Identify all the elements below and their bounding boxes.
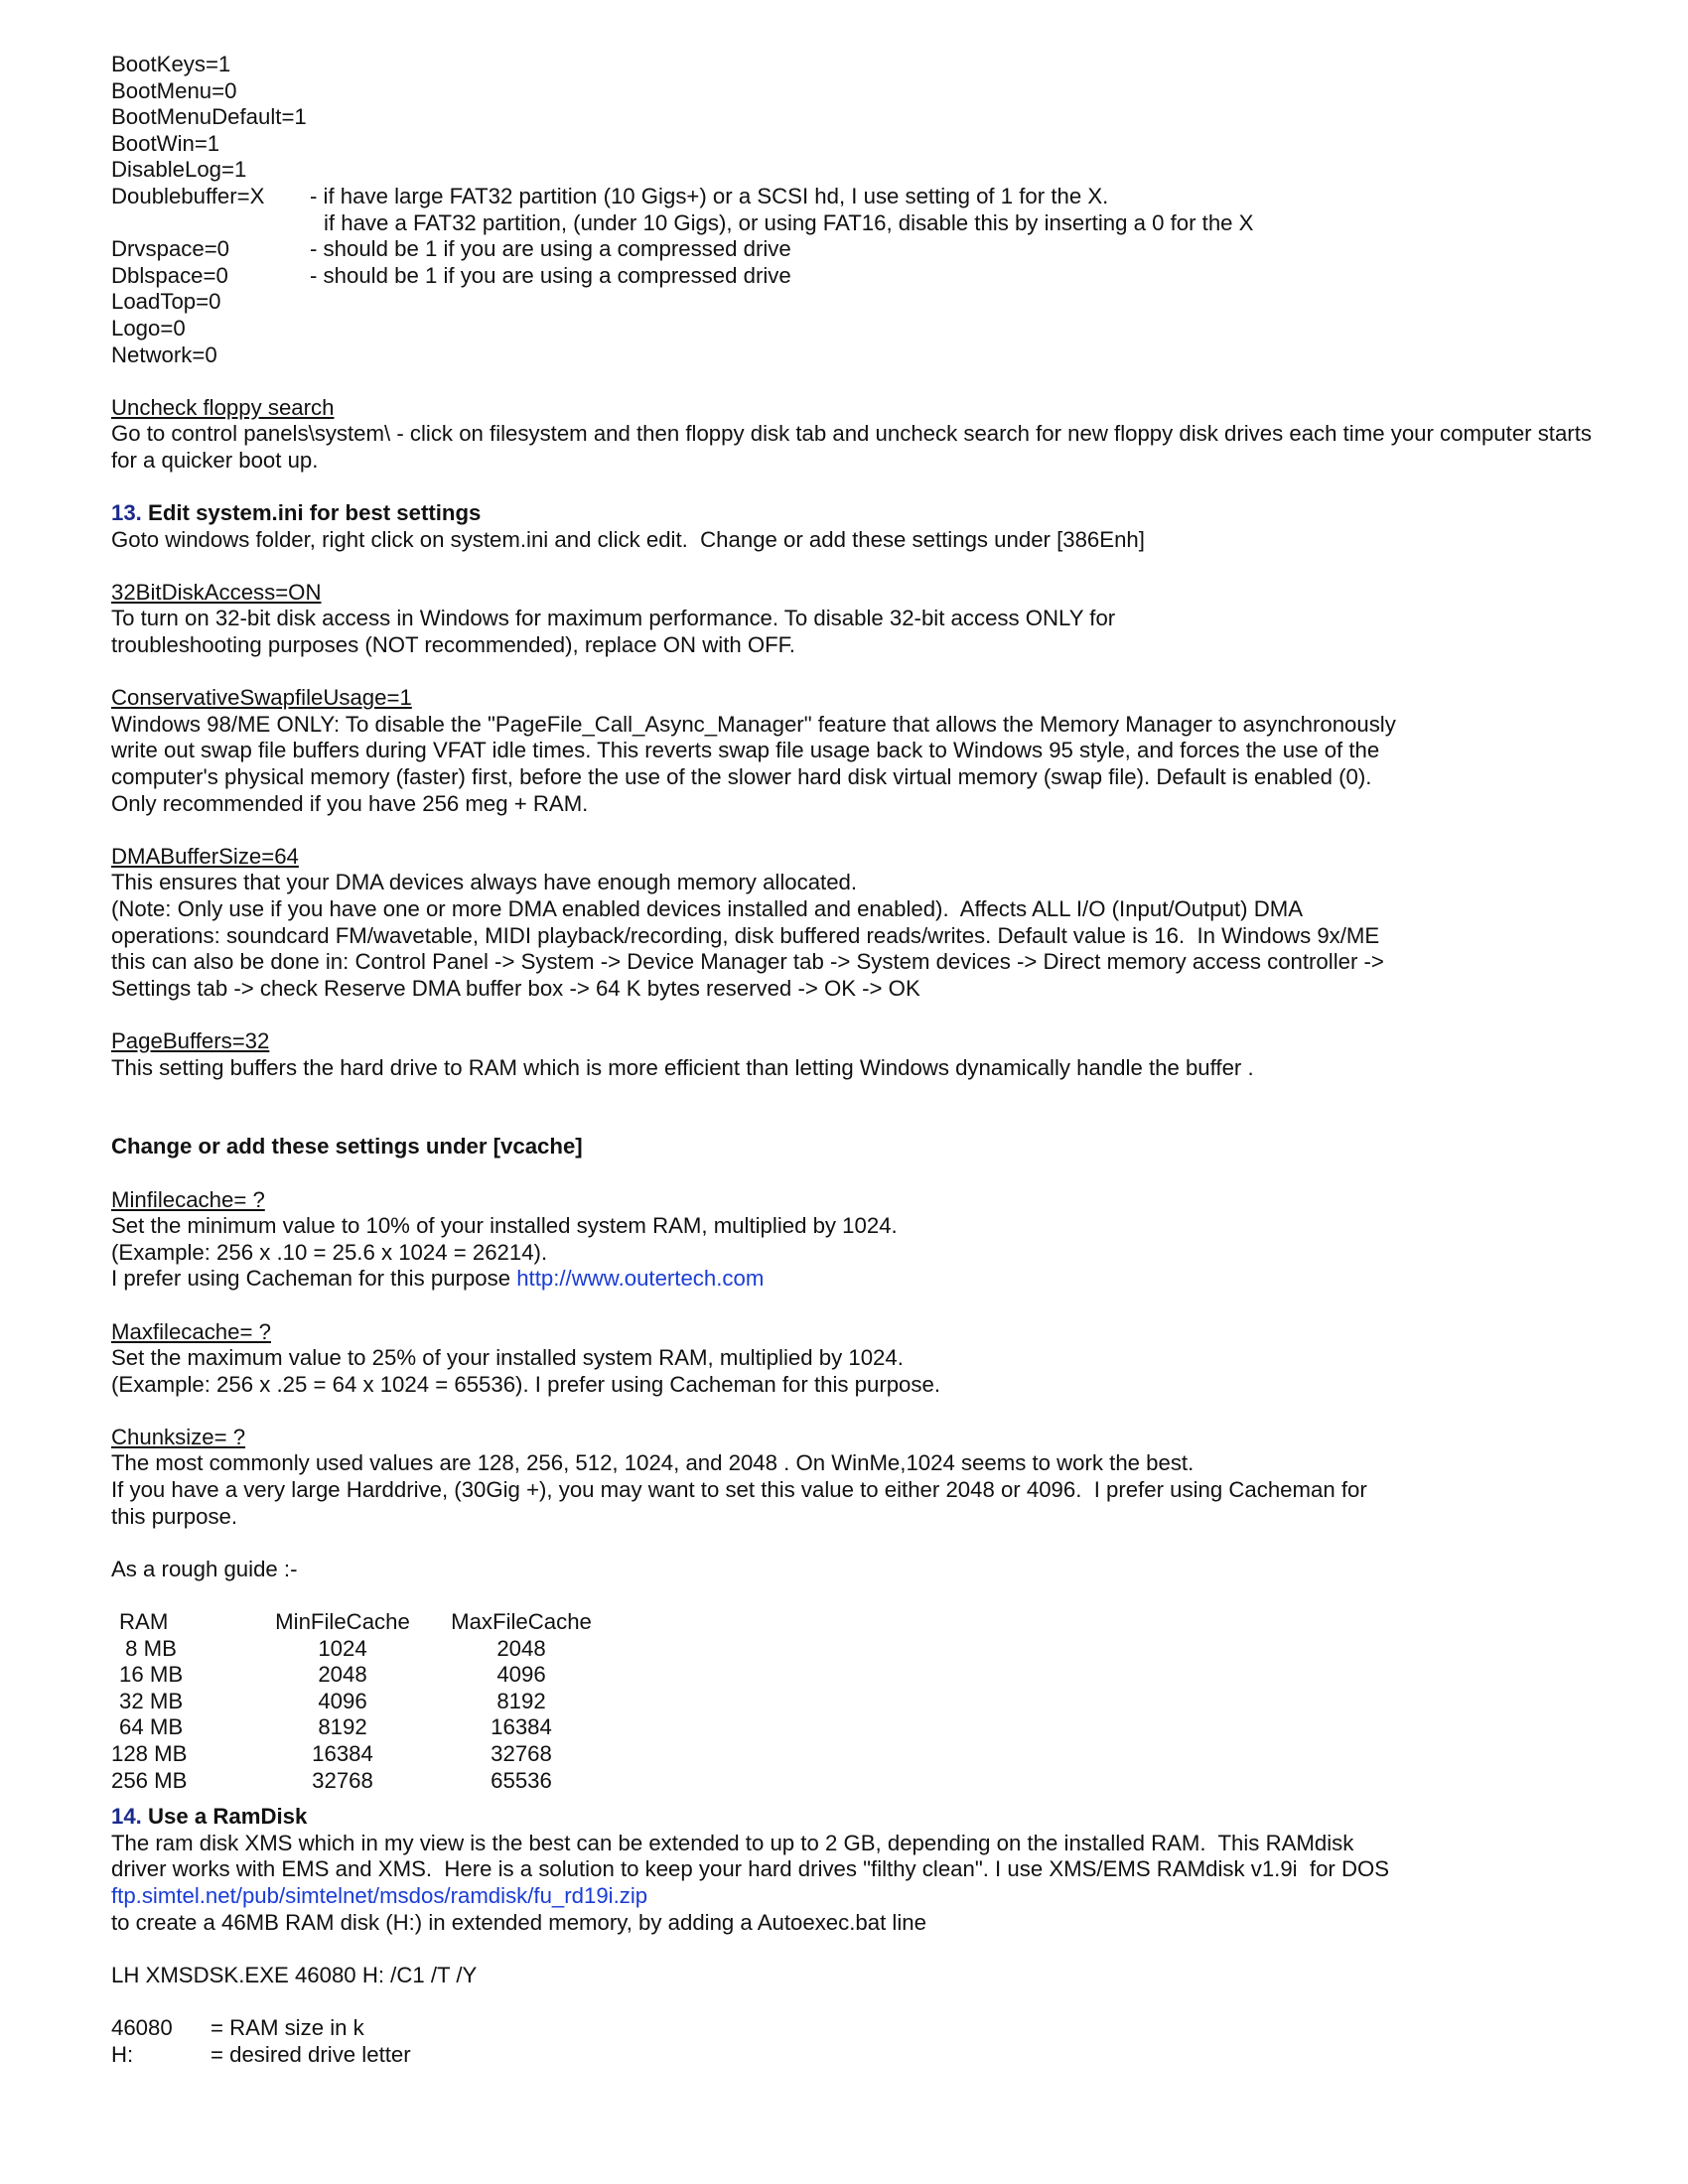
table-cell: 65536	[491, 1767, 552, 1793]
table-cell: 16 MB	[119, 1662, 184, 1688]
autoexec-command: LH XMSDSK.EXE 46080 H: /C1 /T /Y	[111, 1962, 478, 1987]
setting-text: troubleshooting purposes (NOT recommended), replace ON with OFF.	[111, 632, 795, 658]
setting-text: (Example: 256 x .25 = 64 x 1024 = 65536). I prefer using Cacheman for this purpose.	[111, 1371, 940, 1397]
setting-row	[111, 52, 1601, 78]
param-key: H:	[111, 2041, 134, 2067]
setting-key: BootWin=1	[111, 130, 220, 156]
section-title: Edit system.ini for best settings	[148, 500, 482, 526]
setting-key: Dblspace=0	[111, 262, 228, 288]
setting-text: computer's physical memory (faster) first, before the use of the slower hard disk virtual memory (swap file). Default is enabled (0).	[111, 764, 1372, 790]
setting-note: - should be 1 if you are using a compressed drive	[310, 236, 791, 262]
vcache-heading: Change or add these settings under [vcache]	[111, 1134, 583, 1160]
setting-text: operations: soundcard FM/wavetable, MIDI playback/recording, disk buffered reads/writes. Default value is 16. In Windows 9x/ME	[111, 922, 1380, 948]
section-13-intro: Goto windows folder, right click on system.ini and click edit. Change or add these settings under [386Enh]	[111, 526, 1145, 552]
table-cell: 1024	[318, 1635, 367, 1661]
section-text: The ram disk XMS which in my view is the best can be extended to up to 2 GB, depending on the installed RAM. This RAMdisk	[111, 1830, 1354, 1855]
table-cell: 8192	[318, 1714, 367, 1740]
setting-text: write out swap file buffers during VFAT idle times. This reverts swap file usage back to Windows 95 style, and forces the use of the	[111, 738, 1380, 763]
setting-key: Doublebuffer=X	[111, 183, 265, 208]
param-desc: = RAM size in k	[211, 2014, 364, 2040]
table-cell: 32 MB	[119, 1688, 184, 1713]
setting-text: Settings tab -> check Reserve DMA buffer box -> 64 K bytes reserved -> OK -> OK	[111, 975, 920, 1001]
setting-key: BootKeys=1	[111, 52, 231, 76]
setting-key: Drvspace=0	[111, 236, 230, 262]
setting-heading: 32BitDiskAccess=ON	[111, 579, 322, 605]
table-cell: 64 MB	[119, 1714, 184, 1740]
param-row	[111, 2015, 1601, 2042]
setting-row	[111, 342, 1601, 369]
setting-row	[111, 289, 1601, 316]
guide-label: As a rough guide :-	[111, 1556, 298, 1581]
setting-text: This setting buffers the hard drive to RAM which is more efficient than letting Windows dynamically handle the buffer .	[111, 1054, 1254, 1080]
setting-text: This ensures that your DMA devices always have enough memory allocated.	[111, 870, 858, 895]
setting-text: Set the maximum value to 25% of your installed system RAM, multiplied by 1024.	[111, 1345, 904, 1371]
param-row	[111, 2042, 1601, 2069]
setting-text-part: I prefer using Cacheman for this purpose	[111, 1266, 517, 1292]
setting-key: Network=0	[111, 341, 217, 367]
table-row	[111, 1662, 606, 1689]
section-text: driver works with EMS and XMS. Here is a solution to keep your hard drives "filthy clean". I use XMS/EMS RAMdisk v1.9i for DOS	[111, 1856, 1390, 1882]
setting-key: BootMenu=0	[111, 77, 237, 103]
table-header: MaxFileCache	[451, 1609, 592, 1635]
setting-key: BootMenuDefault=1	[111, 104, 307, 130]
setting-row	[111, 157, 1601, 184]
setting-text: If you have a very large Harddrive, (30Gig +), you may want to set this value to either 2048 or 4096. I prefer using Cacheman for	[111, 1477, 1367, 1503]
setting-key: DisableLog=1	[111, 157, 247, 183]
setting-row	[111, 104, 1601, 131]
table-row	[111, 1714, 606, 1741]
setting-text: (Example: 256 x .10 = 25.6 x 1024 = 26214).	[111, 1239, 548, 1265]
setting-key: Logo=0	[111, 315, 186, 341]
table-header: RAM	[119, 1609, 169, 1635]
setting-row	[111, 236, 1601, 263]
setting-note-continuation	[111, 210, 1601, 237]
table-cell: 2048	[496, 1635, 546, 1661]
table-row	[111, 1741, 606, 1768]
setting-row	[111, 316, 1601, 342]
setting-text: this purpose.	[111, 1503, 238, 1529]
table-cell: 16384	[312, 1741, 373, 1766]
setting-text: The most commonly used values are 128, 256, 512, 1024, and 2048 . On WinMe,1024 seems to work the best.	[111, 1450, 1195, 1476]
floppy-heading: Uncheck floppy search	[111, 394, 335, 420]
section-14-heading	[111, 1804, 1601, 1831]
setting-key: LoadTop=0	[111, 289, 221, 315]
setting-row	[111, 184, 1601, 210]
table-cell: 2048	[318, 1662, 367, 1688]
setting-heading: Maxfilecache= ?	[111, 1318, 271, 1344]
setting-heading: PageBuffers=32	[111, 1027, 270, 1053]
section-number: 14.	[111, 1804, 142, 1830]
setting-row	[111, 78, 1601, 105]
table-header-row	[111, 1609, 606, 1636]
table-cell: 4096	[318, 1688, 367, 1713]
section-14	[111, 1804, 1601, 2068]
setting-note-2: if have a FAT32 partition, (under 10 Gigs), or using FAT16, disable this by inserting a 0 for the X	[324, 209, 1254, 235]
table-cell: 8192	[496, 1688, 546, 1713]
ramdisk-download-link[interactable]: ftp.simtel.net/pub/simtelnet/msdos/ramdisk/fu_rd19i.zip	[111, 1882, 648, 1908]
setting-text: (Note: Only use if you have one or more DMA enabled devices installed and enabled). Affects ALL I/O (Input/Output) DMA	[111, 896, 1304, 921]
table-row	[111, 1768, 606, 1795]
table-header: MinFileCache	[275, 1609, 410, 1635]
setting-text	[111, 1266, 1601, 1293]
cache-table	[111, 1609, 606, 1794]
setting-row	[111, 131, 1601, 158]
table-cell: 32768	[491, 1741, 552, 1766]
section-title: Use a RamDisk	[148, 1804, 308, 1830]
setting-text: To turn on 32-bit disk access in Windows for maximum performance. To disable 32-bit access ONLY for	[111, 606, 1116, 631]
setting-heading: Chunksize= ?	[111, 1424, 246, 1449]
setting-note: - should be 1 if you are using a compressed drive	[310, 262, 791, 288]
outertech-link[interactable]: http://www.outertech.com	[516, 1266, 765, 1292]
param-desc: = desired drive letter	[211, 2041, 411, 2067]
table-row	[111, 1689, 606, 1715]
floppy-text: Go to control panels\system\ - click on filesystem and then floppy disk tab and uncheck search for new floppy disk drives each time your computer starts for a quicker boot up.	[111, 421, 1592, 473]
table-row	[111, 1636, 606, 1663]
table-cell: 16384	[491, 1714, 552, 1740]
vcache-section	[111, 1134, 1601, 1794]
table-cell: 8 MB	[119, 1635, 177, 1661]
table-cell: 32768	[312, 1767, 373, 1793]
setting-row	[111, 263, 1601, 290]
setting-text: Set the minimum value to 10% of your installed system RAM, multiplied by 1024.	[111, 1213, 898, 1239]
setting-heading: Minfilecache= ?	[111, 1186, 265, 1212]
setting-heading: ConservativeSwapfileUsage=1	[111, 685, 412, 711]
section-text: to create a 46MB RAM disk (H:) in extended memory, by adding a Autoexec.bat line	[111, 1909, 926, 1935]
param-key: 46080	[111, 2014, 173, 2040]
setting-heading: DMABufferSize=64	[111, 843, 299, 869]
setting-text: Windows 98/ME ONLY: To disable the "PageFile_Call_Async_Manager" feature that allows the Memory Manager to asynchronously	[111, 711, 1396, 737]
setting-note: - if have large FAT32 partition (10 Gigs+) or a SCSI hd, I use setting of 1 for the X.	[310, 183, 1109, 208]
section-13-heading	[111, 500, 1601, 527]
section-number: 13.	[111, 500, 142, 526]
floppy-section	[111, 395, 1601, 475]
document-page	[111, 52, 1601, 2068]
setting-text: Only recommended if you have 256 meg + RAM.	[111, 790, 589, 816]
boot-settings-list	[111, 52, 1601, 368]
section-13	[111, 500, 1601, 1081]
table-cell: 4096	[496, 1662, 546, 1688]
table-cell: 128 MB	[111, 1741, 188, 1766]
table-cell: 256 MB	[111, 1767, 188, 1793]
setting-text: this can also be done in: Control Panel -> System -> Device Manager tab -> System devices -> Direct memory access controller ->	[111, 949, 1384, 975]
